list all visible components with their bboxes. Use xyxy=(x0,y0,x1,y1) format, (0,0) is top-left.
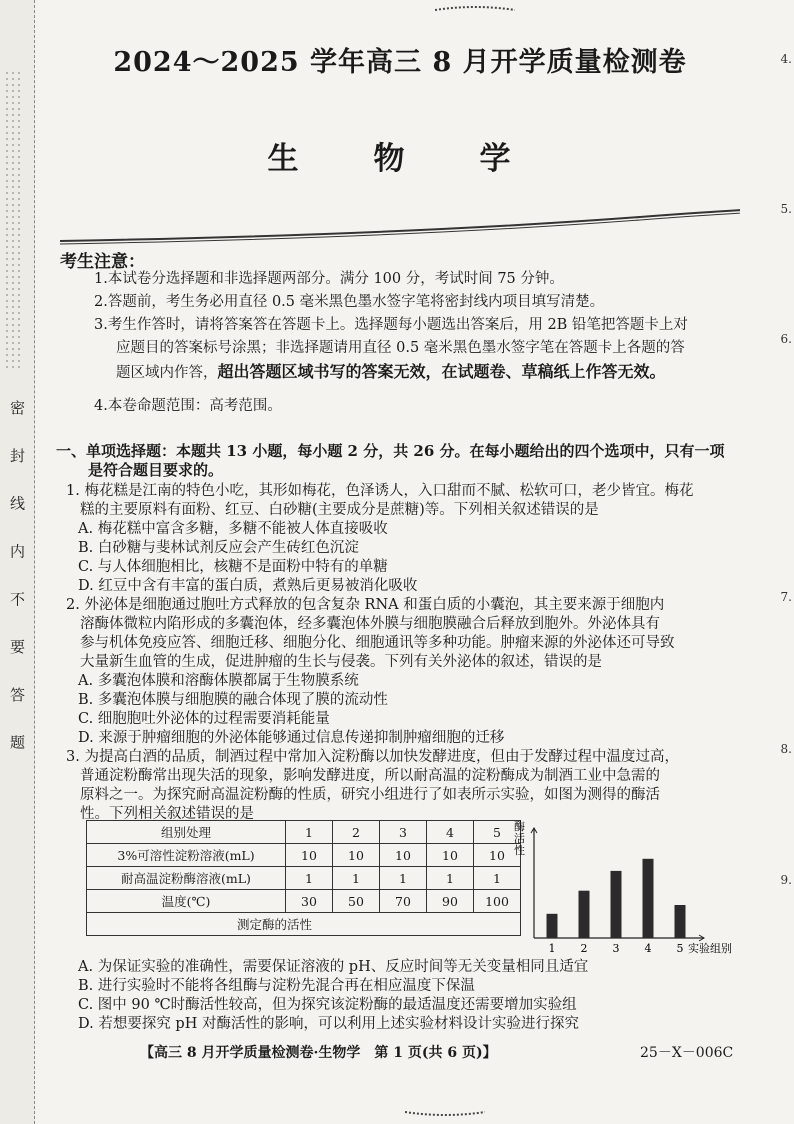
table-header-row xyxy=(87,821,521,844)
binding-margin xyxy=(0,0,35,1124)
x-tick-label: 4 xyxy=(644,942,652,955)
experiment-table xyxy=(86,820,521,936)
margin-number: 5. xyxy=(780,202,792,216)
table-row xyxy=(87,867,521,890)
question-3-options xyxy=(66,958,738,1034)
option-b: B. 多囊泡体膜与细胞膜的融合体现了膜的流动性 xyxy=(78,692,388,708)
table-cell: 耐高温淀粉酶溶液(mL) xyxy=(87,867,286,890)
bar xyxy=(643,859,654,938)
question-stem: 2. 外泌体是细胞通过胞吐方式释放的包含复杂 RNA 和蛋白质的小囊泡，其主要来源于细胞内 xyxy=(66,597,665,613)
option-a: A. 为保证实验的准确性，需要保证溶液的 pH、反应时间等无关变量相同且适宜 xyxy=(78,959,589,975)
bar xyxy=(611,871,622,938)
table-cell: 90 xyxy=(427,890,474,913)
table-cell: 1 xyxy=(380,867,427,890)
margin-number: 7. xyxy=(780,590,792,604)
page-content xyxy=(56,0,740,1124)
table-row xyxy=(87,844,521,867)
bar xyxy=(547,914,558,938)
option-a: A. 梅花糕中富含多糖，多糖不能被人体直接吸收 xyxy=(78,521,388,537)
option-c: C. 细胞胞吐外泌体的过程需要消耗能量 xyxy=(78,711,330,727)
question-stem: 糕的主要原料有面粉、红豆、白砂糖(主要成分是蔗糖)等。下列相关叙述错误的是 xyxy=(80,502,599,518)
notice-item: 4.本卷命题范围：高考范围。 xyxy=(94,398,282,414)
x-tick-label: 2 xyxy=(580,942,588,955)
table-cell: 温度(℃) xyxy=(87,890,286,913)
question-stem: 原料之一。为探究耐高温淀粉酶的性质，研究小组进行了如表所示实验，如图为测得的酶活 xyxy=(80,787,660,803)
question-2 xyxy=(66,596,738,748)
table-cell: 50 xyxy=(333,890,380,913)
notice-item: 3.考生作答时，请将答案答在答题卡上。选择题每小题选出答案后，用 2B 铅笔把答题卡上对 xyxy=(94,317,688,333)
question-stem: 溶酶体微粒内陷形成的多囊泡体，经多囊泡体外膜与细胞膜融合后释放到胞外。外泌体具有 xyxy=(80,616,660,632)
margin-number: 6. xyxy=(780,332,792,346)
x-tick-label: 1 xyxy=(548,942,556,955)
table-cell: 1 xyxy=(286,867,333,890)
question-stem: 参与机体免疫应答、细胞迁移、细胞分化、细胞通讯等多种功能。肿瘤来源的外泌体还可导致 xyxy=(80,635,675,651)
table-cell: 10 xyxy=(427,844,474,867)
option-c: C. 图中 90 ℃时酶活性较高，但为探究该淀粉酶的最适温度还需要增加实验组 xyxy=(78,997,577,1013)
table-footer-cell: 测定酶的活性 xyxy=(87,913,521,936)
subject-title: 生 物 学 xyxy=(267,141,533,177)
y-axis-label: 酶活性 xyxy=(514,820,525,857)
notice-item-cont xyxy=(94,360,734,385)
table-cell: 10 xyxy=(380,844,427,867)
question-stem: 3. 为提高白酒的品质，制酒过程中常加入淀粉酶以加快发酵进度，但由于发酵过程中温度过高， xyxy=(66,749,679,765)
notice-heading: 考生注意： xyxy=(60,252,145,272)
question-1 xyxy=(66,482,738,596)
option-a: A. 多囊泡体膜和溶酶体膜都属于生物膜系统 xyxy=(78,673,359,689)
table-footer-row xyxy=(87,913,521,936)
notice-emphasis: 超出答题区域书写的答案无效，在试题卷、草稿纸上作答无效。 xyxy=(217,362,666,381)
table-cell: 1 xyxy=(474,867,521,890)
margin-number: 9. xyxy=(780,873,792,887)
table-cell: 100 xyxy=(474,890,521,913)
table-header-cell: 4 xyxy=(427,821,474,844)
table-cell: 1 xyxy=(427,867,474,890)
table-cell: 10 xyxy=(333,844,380,867)
footer-code: 25－X－006C xyxy=(640,1045,734,1061)
right-margin xyxy=(772,0,794,1124)
table-header-cell: 2 xyxy=(333,821,380,844)
table-cell: 70 xyxy=(380,890,427,913)
binding-warning: 密 封 线 内 不 要 答 题 xyxy=(8,400,26,764)
table-cell: 1 xyxy=(333,867,380,890)
question-stem: 性。下列相关叙述错误的是 xyxy=(80,806,254,822)
table-row xyxy=(87,890,521,913)
bar xyxy=(579,891,590,938)
question-stem: 1. 梅花糕是江南的特色小吃，其形如梅花，色泽诱人，入口甜而不腻、松软可口，老少皆宜。梅花 xyxy=(66,483,694,499)
question-3 xyxy=(66,748,738,824)
question-stem: 大量新生血管的生成，促进肿瘤的生长与侵袭。下列有关外泌体的叙述，错误的是 xyxy=(80,654,602,670)
footer-title: 【高三 8 月开学质量检测卷·生物学 第 1 页(共 6 页)】 xyxy=(140,1045,497,1061)
experiment-table-wrap xyxy=(86,820,521,936)
notice-item: 题区域内作答， xyxy=(116,365,218,381)
table-cell: 10 xyxy=(286,844,333,867)
question-stem: 普通淀粉酶常出现失活的现象，影响发酵进度，所以耐高温的淀粉酶成为制酒工业中急需的 xyxy=(80,768,660,784)
notice-item: 1.本试卷分选择题和非选择题两部分。满分 100 分，考试时间 75 分钟。 xyxy=(94,271,564,287)
section-line: 是符合题目要求的。 xyxy=(88,461,224,479)
option-d: D. 红豆中含有丰富的蛋白质，煮熟后更易被消化吸收 xyxy=(78,578,418,594)
table-cell: 3%可溶性淀粉溶液(mL) xyxy=(87,844,286,867)
option-d: D. 来源于肿瘤细胞的外泌体能够通过信息传递抑制肿瘤细胞的迁移 xyxy=(78,730,505,746)
bar xyxy=(675,905,686,938)
section-line: 一、单项选择题：本题共 13 小题，每小题 2 分，共 26 分。在每小题给出的四个选项中，只有一项 xyxy=(56,442,725,460)
enzyme-activity-chart xyxy=(506,818,738,958)
table-header-cell: 组别处理 xyxy=(87,821,286,844)
binding-dots xyxy=(4,70,24,370)
x-tick-label: 3 xyxy=(612,942,620,955)
section-heading xyxy=(56,442,740,480)
table-header-cell: 5 xyxy=(474,821,521,844)
option-b: B. 进行实验时不能将各组酶与淀粉先混合再在相应温度下保温 xyxy=(78,978,475,994)
margin-number: 8. xyxy=(780,742,792,756)
header-divider xyxy=(60,205,740,245)
notice-list xyxy=(94,268,734,418)
notice-item: 应题目的答案标号涂黑；非选择题请用直径 0.5 毫米黑色墨水签字笔在答题卡上各题的答 xyxy=(116,340,685,356)
table-header-cell: 3 xyxy=(380,821,427,844)
table-cell: 30 xyxy=(286,890,333,913)
table-cell: 10 xyxy=(474,844,521,867)
margin-number: 4. xyxy=(780,52,792,66)
x-tick-label: 5 xyxy=(676,942,684,955)
option-d: D. 若想要探究 pH 对酶活性的影响，可以利用上述实验材料设计实验进行探究 xyxy=(78,1016,579,1032)
x-axis-label: 实验组别 xyxy=(688,942,732,955)
table-header-cell: 1 xyxy=(286,821,333,844)
option-b: B. 白砂糖与斐林试剂反应会产生砖红色沉淀 xyxy=(78,540,359,556)
option-c: C. 与人体细胞相比，核糖不是面粉中特有的单糖 xyxy=(78,559,388,575)
exam-title: 2024～2025 学年高三 8 月开学质量检测卷 xyxy=(113,47,687,78)
notice-item: 2.答题前，考生务必用直径 0.5 毫米黑色墨水签字笔将密封线内项目填写清楚。 xyxy=(94,294,605,310)
